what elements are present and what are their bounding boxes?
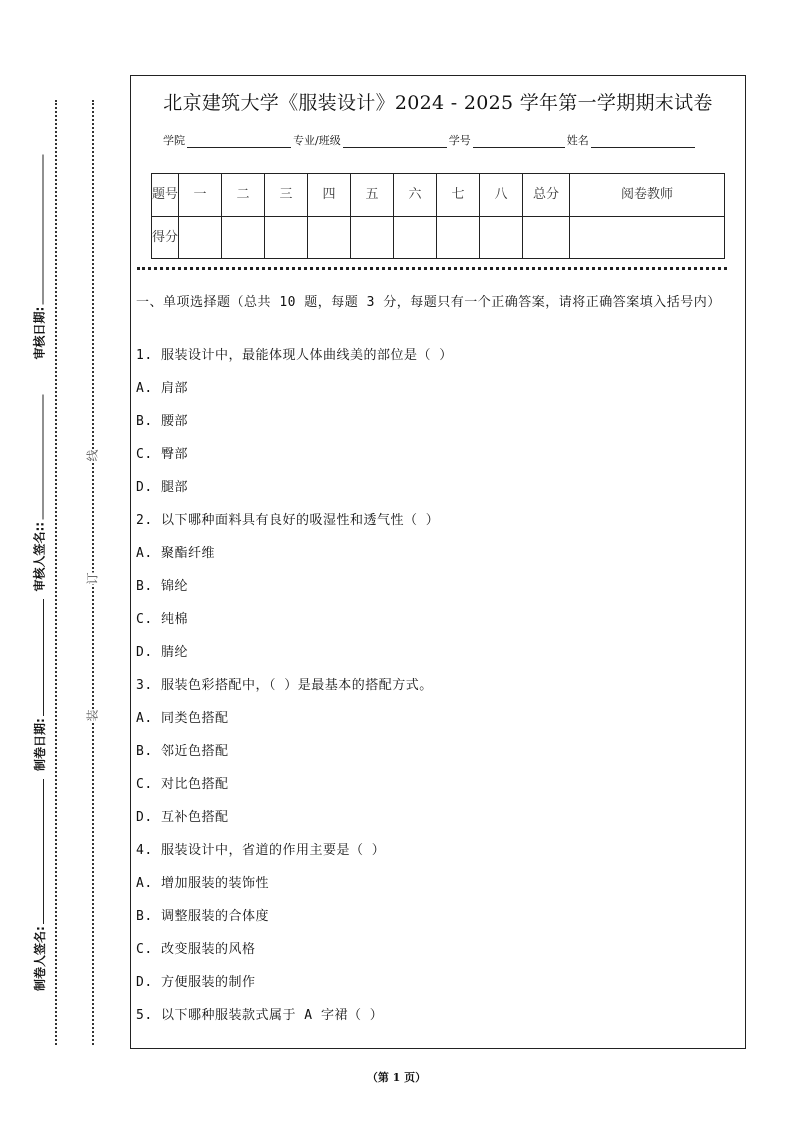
- cell-grader: 阅卷教师: [570, 174, 725, 217]
- cell-5: 五: [351, 174, 394, 217]
- cell-3: 三: [265, 174, 308, 217]
- answer-option: A. 聚酯纤维: [136, 546, 215, 561]
- answer-option: D. 腿部: [136, 480, 188, 495]
- score-table: [151, 173, 725, 259]
- college-label: 学院: [163, 134, 185, 147]
- name-label: 姓名: [566, 134, 589, 147]
- student-id-label: 学号: [448, 134, 471, 147]
- cell-total: 总分: [523, 174, 570, 217]
- student-info-row: [163, 132, 697, 148]
- reviewer-sign-blank[interactable]: [34, 395, 43, 520]
- cell-question-no: 题号: [152, 174, 179, 217]
- reviewer-sign-label: 审核人签名::: [32, 521, 46, 592]
- score-cell[interactable]: [222, 216, 265, 259]
- question-stem: 3. 服装色彩搭配中，（ ）是最基本的搭配方式。: [136, 678, 433, 693]
- score-cell[interactable]: [394, 216, 437, 259]
- maker-sign-field[interactable]: [31, 779, 47, 991]
- answer-option: D. 互补色搭配: [136, 810, 229, 825]
- binding-mark-ding: 订: [85, 572, 100, 585]
- page-number: （第 1 页）: [366, 1071, 427, 1084]
- cell-6: 六: [394, 174, 437, 217]
- score-cell[interactable]: [179, 216, 222, 259]
- name-field[interactable]: [591, 135, 695, 148]
- student-id-field[interactable]: [473, 135, 565, 148]
- review-date-field[interactable]: [31, 155, 47, 360]
- score-table-header-row: [152, 174, 725, 217]
- cell-4: 四: [308, 174, 351, 217]
- maker-sign-label: 制卷人签名:: [32, 926, 47, 991]
- major-field[interactable]: [343, 135, 447, 148]
- answer-option: B. 腰部: [136, 414, 188, 429]
- question-stem: 4. 服装设计中，省道的作用主要是（ ）: [136, 843, 386, 858]
- exam-frame: [130, 75, 746, 1049]
- score-table-score-row: [152, 216, 725, 259]
- make-date-field[interactable]: [31, 599, 47, 771]
- answer-option: D. 方便服装的制作: [136, 975, 256, 990]
- answer-option: C. 纯棉: [136, 612, 188, 627]
- question-stem: 2. 以下哪种面料具有良好的吸湿性和透气性（ ）: [136, 513, 440, 528]
- question-stem: 5. 以下哪种服装款式属于 A 字裙（ ）: [136, 1008, 384, 1023]
- cell-1: 一: [179, 174, 222, 217]
- review-date-label: 审核日期:: [32, 306, 46, 360]
- cell-2: 二: [222, 174, 265, 217]
- score-cell[interactable]: [308, 216, 351, 259]
- reviewer-sign-field[interactable]: [31, 395, 47, 592]
- answer-option: D. 腈纶: [136, 645, 188, 660]
- score-cell[interactable]: [570, 216, 725, 259]
- answer-option: A. 肩部: [136, 381, 188, 396]
- make-date-blank[interactable]: [35, 599, 44, 716]
- score-cell[interactable]: [480, 216, 523, 259]
- college-field[interactable]: [187, 135, 291, 148]
- score-cell[interactable]: [351, 216, 394, 259]
- answer-option: B. 锦纶: [136, 579, 188, 594]
- binding-mark-zhuang: 装: [85, 709, 100, 722]
- answer-option: C. 臀部: [136, 447, 188, 462]
- review-date-blank[interactable]: [34, 155, 43, 305]
- answer-option: C. 改变服装的风格: [136, 942, 256, 957]
- answer-option: A. 同类色搭配: [136, 711, 229, 726]
- section-heading: 一、单项选择题（总共 10 题，每题 3 分，每题只有一个正确答案，请将正确答案填入括号内）: [136, 295, 721, 310]
- exam-title: 北京建筑大学《服装设计》2024 - 2025 学年第一学期期末试卷: [163, 92, 713, 114]
- cell-7: 七: [437, 174, 480, 217]
- major-label: 专业/班级: [293, 134, 341, 147]
- answer-option: B. 调整服装的合体度: [136, 909, 269, 924]
- cell-8: 八: [480, 174, 523, 217]
- question-stem: 1. 服装设计中，最能体现人体曲线美的部位是（ ）: [136, 348, 453, 363]
- dotted-separator: [137, 267, 727, 270]
- binding-dotted-line-outer: [55, 100, 57, 1045]
- answer-option: B. 邻近色搭配: [136, 744, 229, 759]
- score-cell[interactable]: [437, 216, 480, 259]
- answer-option: A. 增加服装的装饰性: [136, 876, 269, 891]
- cell-score-label: 得分: [152, 216, 179, 259]
- score-cell[interactable]: [523, 216, 570, 259]
- answer-option: C. 对比色搭配: [136, 777, 229, 792]
- maker-sign-blank[interactable]: [35, 779, 44, 924]
- binding-mark-xian: 线: [85, 449, 100, 462]
- make-date-label: 制卷日期:: [32, 718, 47, 771]
- score-cell[interactable]: [265, 216, 308, 259]
